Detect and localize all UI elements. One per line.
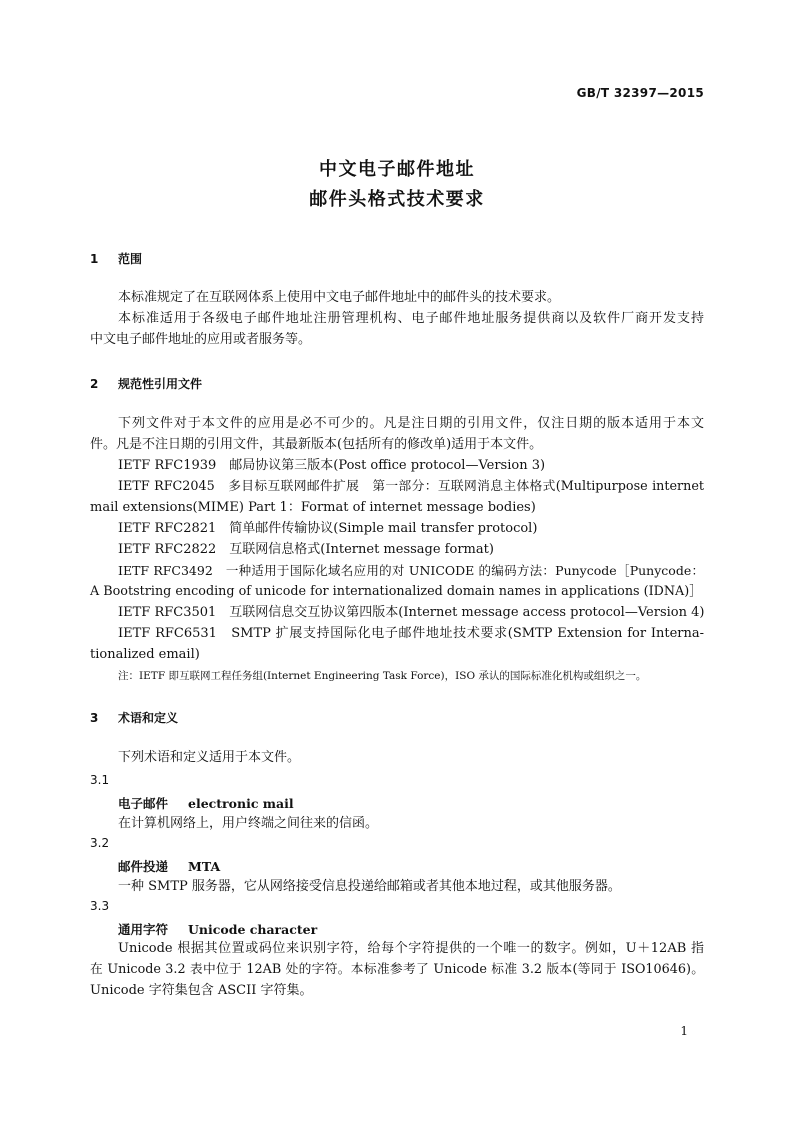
section-title: 术语和定义 <box>118 711 179 725</box>
section-number: 1 <box>90 252 99 266</box>
paragraph-line: 件。凡是不注日期的引用文件，其最新版本(包括所有的修改单)适用于本文件。 <box>90 437 543 452</box>
term-en: electronic mail <box>188 796 294 811</box>
section-number: 3 <box>90 711 99 725</box>
definition-line: Unicode 字符集包含 ASCII 字符集。 <box>90 983 313 998</box>
document-title-line1: 中文电子邮件地址 <box>319 159 475 180</box>
standard-number: GB/T 32397—2015 <box>576 86 704 100</box>
term-3-1-definition <box>90 813 704 834</box>
section-1-heading <box>90 250 142 267</box>
section-1-body <box>90 287 704 350</box>
term-en: MTA <box>188 859 221 874</box>
paragraph-line: 下列文件对于本文件的应用是必不可少的。凡是注日期的引用文件，仅注日期的版本适用于本文 <box>118 416 704 431</box>
term-3-1 <box>118 794 294 812</box>
term-en: Unicode character <box>188 922 318 937</box>
clause-3-2-number: 3.2 <box>90 836 110 850</box>
term-3-2 <box>118 857 220 875</box>
section-title: 规范性引用文件 <box>118 377 203 391</box>
section-2-heading <box>90 375 202 392</box>
paragraph-line: 下列术语和定义适用于本文件。 <box>118 750 301 765</box>
term-zh: 邮件投递 <box>118 859 169 874</box>
clause-3-3-number: 3.3 <box>90 899 110 913</box>
definition-line: 一种 SMTP 服务器，它从网络接受信息投递给邮箱或者其他本地过程，或其他服务器。 <box>118 879 621 894</box>
definition-line: 在计算机网络上，用户终端之间往来的信函。 <box>118 816 379 831</box>
reference-item: IETF RFC2822 互联网信息格式(Internet message format) <box>118 542 494 557</box>
reference-item-cont: A Bootstring encoding of unicode for internationalized domain names in applications (IDNA)］ <box>90 584 702 599</box>
reference-item: IETF RFC2045 多目标互联网邮件扩展 第一部分：互联网消息主体格式(Multipurpose internet <box>118 479 704 494</box>
section-3-intro <box>90 747 704 768</box>
note: 注：IETF 即互联网工程任务组(Internet Engineering Task Force)，ISO 承认的国际标准化机构或组织之一。 <box>118 670 647 682</box>
section-number: 2 <box>90 377 99 391</box>
paragraph-line: 本标准适用于各级电子邮件地址注册管理机构、电子邮件地址服务提供商以及软件厂商开发支持 <box>118 311 704 326</box>
term-3-2-definition <box>90 876 704 897</box>
reference-item-cont: tionalized email) <box>90 647 200 662</box>
term-3-3 <box>118 920 317 938</box>
reference-item: IETF RFC2821 简单邮件传输协议(Simple mail transfer protocol) <box>118 521 538 536</box>
section-title: 范围 <box>118 252 143 266</box>
reference-item: IETF RFC1939 邮局协议第三版本(Post office protocol—Version 3) <box>118 458 546 473</box>
definition-line: 在 Unicode 3.2 表中位于 12AB 处的字符。本标准参考了 Unicode 标准 3.2 版本(等同于 ISO10646)。 <box>90 962 704 977</box>
document-title-line2: 邮件头格式技术要求 <box>309 189 485 210</box>
reference-item: IETF RFC3492 一种适用于国际化域名应用的对 UNICODE 的编码方法：Punycode［Punycode： <box>118 563 704 578</box>
clause-3-1-number: 3.1 <box>90 773 110 787</box>
section-3-heading <box>90 709 178 726</box>
reference-item-cont: mail extensions(MIME) Part 1：Format of internet message bodies) <box>90 500 536 515</box>
section-2-body <box>90 413 704 665</box>
reference-item: IETF RFC3501 互联网信息交互协议第四版本(Internet message access protocol—Version 4) <box>118 605 705 620</box>
page-number: 1 <box>680 1024 688 1038</box>
term-zh: 通用字符 <box>118 922 169 937</box>
reference-item: IETF RFC6531 SMTP 扩展支持国际化电子邮件地址技术要求(SMTP Extension for Interna- <box>118 626 704 641</box>
term-3-3-definition <box>90 938 704 1001</box>
term-zh: 电子邮件 <box>118 796 169 811</box>
paragraph-line: 中文电子邮件地址的应用或者服务等。 <box>90 332 312 347</box>
definition-line: Unicode 根据其位置或码位来识别字符，给每个字符提供的一个唯一的数字。例如，U＋12AB 指 <box>118 941 704 956</box>
paragraph-line: 本标准规定了在互联网体系上使用中文电子邮件地址中的邮件头的技术要求。 <box>118 290 561 305</box>
